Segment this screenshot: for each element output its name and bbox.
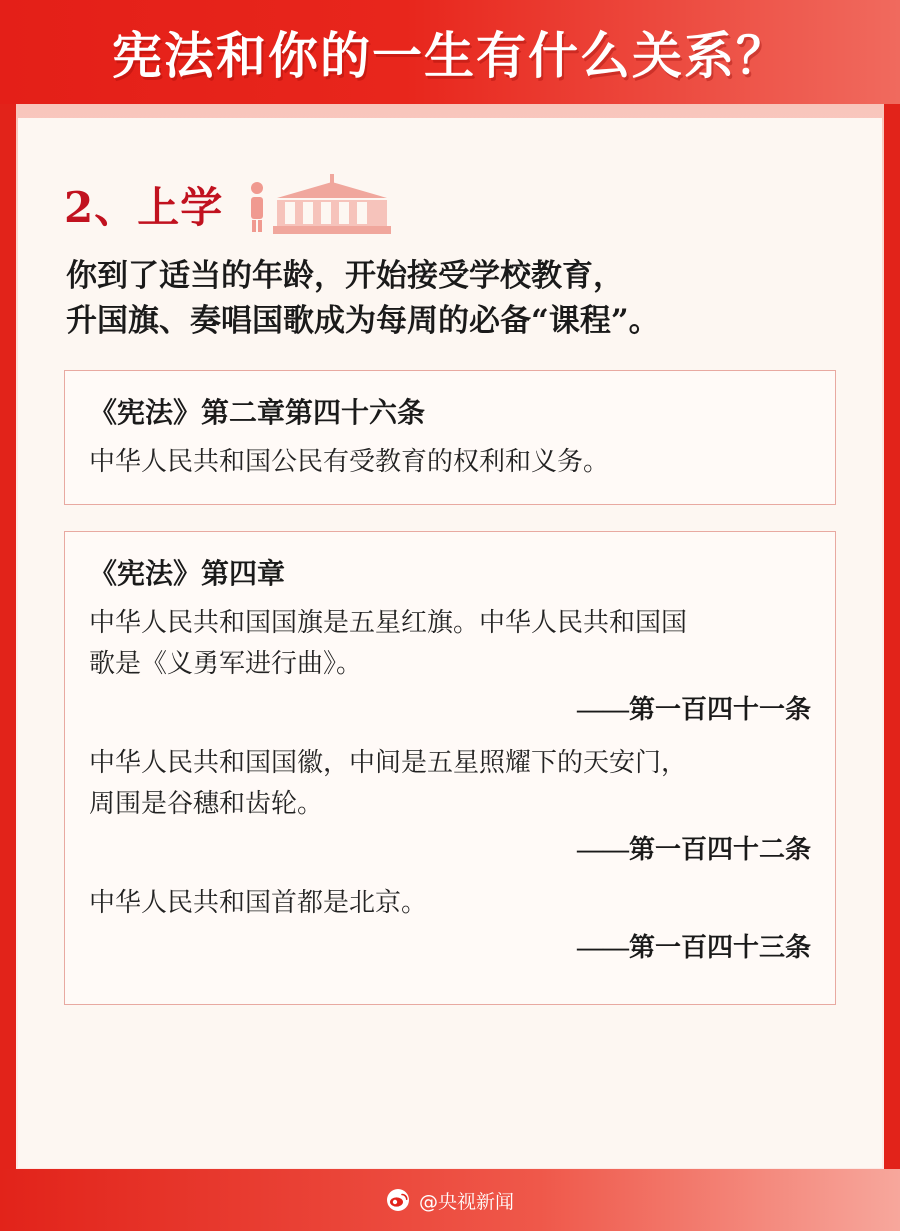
clause-reference: ——第一百四十二条 [576, 834, 811, 864]
clause-line: 歌是《义勇军进行曲》。 [89, 649, 363, 680]
clause-reference: ——第一百四十三条 [576, 933, 811, 963]
lead-paragraph [66, 254, 836, 344]
clause-reference: ——第一百四十一条 [576, 694, 811, 724]
clause-line: 中华人民共和国首都是北京。 [89, 887, 428, 918]
quote-title: 《宪法》第四章 [89, 556, 286, 590]
clause-line: 周围是谷穗和齿轮。 [89, 789, 324, 820]
right-red-bar [884, 0, 900, 1231]
quote-box-chapter-4 [64, 531, 836, 1006]
weibo-icon [386, 1188, 410, 1212]
school-building-icon [247, 174, 395, 236]
section-number-label: 2、上学 [64, 183, 224, 232]
quote-text: 中华人民共和国公民有受教育的权利和义务。 [89, 446, 610, 477]
lead-line-2: 升国旗、奏唱国歌成为每周的必备“课程”。 [66, 302, 660, 339]
footer-account: @央视新闻 [418, 1190, 514, 1213]
clause-line: 中华人民共和国国徽，中间是五星照耀下的天安门， [89, 747, 688, 778]
quote-title: 《宪法》第二章第四十六条 [89, 395, 426, 429]
left-red-bar [0, 0, 16, 1231]
clause-line: 中华人民共和国国旗是五星红旗。中华人民共和国国 [89, 607, 688, 638]
content-card [18, 118, 882, 1168]
quote-box-article-46 [64, 370, 836, 505]
clause-141 [89, 604, 811, 726]
clause-143 [89, 884, 811, 965]
clause-142 [89, 744, 811, 866]
poster-header [0, 0, 900, 104]
lead-line-1: 你到了适当的年龄，开始接受学校教育， [66, 258, 624, 294]
page-title: 宪法和你的一生有什么关系？ [112, 27, 788, 85]
poster-footer [0, 1169, 900, 1231]
section-heading [64, 174, 836, 236]
